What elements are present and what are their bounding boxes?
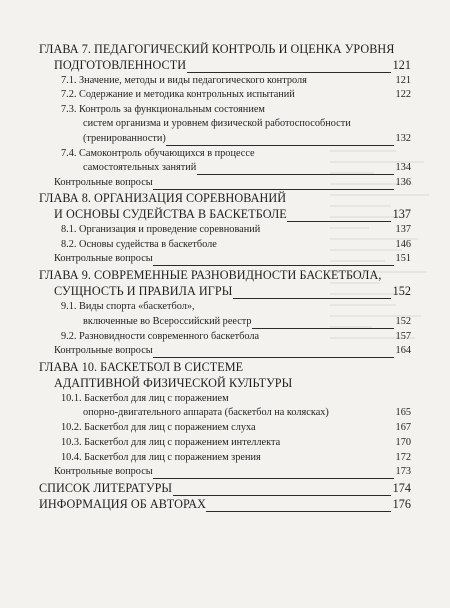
- toc-section-7-4-line-1: [61, 148, 411, 162]
- toc-entry-text: самостоятельных занятий: [83, 162, 197, 173]
- toc-page-number: 176: [392, 497, 411, 511]
- toc-entry-text: АДАПТИВНОЙ ФИЗИЧЕСКОЙ КУЛЬТУРЫ: [54, 376, 293, 390]
- toc-page-number: 157: [395, 331, 411, 342]
- toc-page-number: 151: [395, 253, 411, 264]
- toc-about-authors: [39, 497, 411, 513]
- toc-entry-text: систем организма и уровнем физической работоспособности: [83, 118, 351, 129]
- toc-page-number: 164: [395, 345, 411, 356]
- toc-page-number: 170: [395, 437, 411, 448]
- toc-section-10-1-line-1: [61, 393, 411, 407]
- toc-control-questions-ch9: [54, 345, 411, 359]
- toc-entry-text: ГЛАВА 9. СОВРЕМЕННЫЕ РАЗНОВИДНОСТИ БАСКЕТБОЛА,: [39, 268, 382, 282]
- toc-page-number: 136: [395, 177, 411, 188]
- toc-page-number: 172: [395, 452, 411, 463]
- toc-section-7-4-line-2: [83, 162, 411, 176]
- toc-entry-text: Контрольные вопросы: [54, 177, 153, 188]
- toc-section-8-2: [61, 239, 411, 253]
- toc-page-number: 122: [395, 89, 411, 100]
- toc-chapter-10-heading-line-2: [54, 376, 411, 392]
- toc-section-7-1: [61, 75, 411, 89]
- toc-chapter-8-heading-line-1: [39, 191, 411, 207]
- toc-section-7-3-line-3: [83, 133, 411, 147]
- toc-page-number: 174: [392, 481, 411, 495]
- toc-entry-text: Контрольные вопросы: [54, 466, 153, 477]
- toc-section-10-1-line-2: [83, 407, 411, 421]
- toc-section-10-4: [61, 452, 411, 466]
- toc-entry-text: опорно-двигательного аппарата (баскетбол на колясках): [83, 407, 329, 418]
- toc-entry-text: 10.4. Баскетбол для лиц с поражением зрения: [61, 452, 261, 463]
- toc-page-number: 137: [395, 224, 411, 235]
- toc-chapter-9-heading-line-2: [54, 284, 411, 300]
- toc-page-number: 146: [395, 239, 411, 250]
- toc-section-7-2: [61, 89, 411, 103]
- toc-entry-text: И ОСНОВЫ СУДЕЙСТВА В БАСКЕТБОЛЕ: [54, 207, 287, 221]
- toc-control-questions-ch8: [54, 253, 411, 267]
- toc-entry-text: ПОДГОТОВЛЕННОСТИ: [54, 58, 187, 72]
- toc-page-number: 137: [392, 207, 411, 221]
- toc-page-number: 165: [395, 407, 411, 418]
- toc-entry-text: 8.2. Основы судейства в баскетболе: [61, 239, 217, 250]
- toc-entry-text: 7.4. Самоконтроль обучающихся в процессе: [61, 148, 255, 159]
- toc-entry-text: 10.3. Баскетбол для лиц с поражением интеллекта: [61, 437, 281, 448]
- toc-entry-text: ГЛАВА 7. ПЕДАГОГИЧЕСКИЙ КОНТРОЛЬ И ОЦЕНКА УРОВНЯ: [39, 42, 395, 56]
- toc-page-number: 152: [395, 316, 411, 327]
- toc-entry-text: Контрольные вопросы: [54, 345, 153, 356]
- toc-chapter-10-heading-line-1: [39, 360, 411, 376]
- toc-control-questions-ch10: [54, 466, 411, 480]
- toc-page-number: 121: [395, 75, 411, 86]
- toc-entry-text: 7.3. Контроль за функциональным состоянием: [61, 104, 265, 115]
- toc-entry-text: Контрольные вопросы: [54, 253, 153, 264]
- toc-section-10-2: [61, 422, 411, 436]
- toc-entry-text: 8.1. Организация и проведение соревнований: [61, 224, 261, 235]
- toc-entry-text: 9.1. Виды спорта «баскетбол»,: [61, 301, 195, 312]
- toc-entry-text: 7.2. Содержание и методика контрольных испытаний: [61, 89, 295, 100]
- toc-page-number: 173: [395, 466, 411, 477]
- toc-page-number: 134: [395, 162, 411, 173]
- toc-page-number: 121: [392, 58, 411, 72]
- toc-page-number: 152: [392, 284, 411, 298]
- toc-chapter-9-heading-line-1: [39, 268, 411, 284]
- toc-references: [39, 481, 411, 497]
- toc-section-7-3-line-2: [83, 118, 411, 132]
- toc-chapter-8-heading-line-2: [54, 207, 411, 223]
- toc-control-questions-ch7: [54, 177, 411, 191]
- toc-section-9-1-line-1: [61, 301, 411, 315]
- toc-entry-text: включенные во Всероссийский реестр: [83, 316, 252, 327]
- toc-entry-text: 9.2. Разновидности современного баскетбола: [61, 331, 260, 342]
- toc-entry-text: ГЛАВА 8. ОРГАНИЗАЦИЯ СОРЕВНОВАНИЙ: [39, 191, 287, 205]
- toc-page-number: 167: [395, 422, 411, 433]
- toc-entry-text: 10.1. Баскетбол для лиц с поражением: [61, 393, 229, 404]
- toc-section-10-3: [61, 437, 411, 451]
- toc-chapter-7-heading-line-2: [54, 58, 411, 74]
- toc-entry-text: 7.1. Значение, методы и виды педагогического контроля: [61, 75, 307, 86]
- toc-page-number: 132: [395, 133, 411, 144]
- toc-entry-text: ГЛАВА 10. БАСКЕТБОЛ В СИСТЕМЕ: [39, 360, 244, 374]
- toc-section-9-2: [61, 331, 411, 345]
- toc-entry-text: СПИСОК ЛИТЕРАТУРЫ: [39, 481, 173, 495]
- toc-entry-text: 10.2. Баскетбол для лиц с поражением слуха: [61, 422, 256, 433]
- toc-section-8-1: [61, 224, 411, 238]
- toc-entry-text: (тренированности): [83, 133, 166, 144]
- toc-section-7-3-line-1: [61, 104, 411, 118]
- toc-entry-text: ИНФОРМАЦИЯ ОБ АВТОРАХ: [39, 497, 206, 511]
- toc-chapter-7-heading-line-1: [39, 42, 411, 58]
- toc-entry-text: СУЩНОСТЬ И ПРАВИЛА ИГРЫ: [54, 284, 233, 298]
- toc-section-9-1-line-2: [83, 316, 411, 330]
